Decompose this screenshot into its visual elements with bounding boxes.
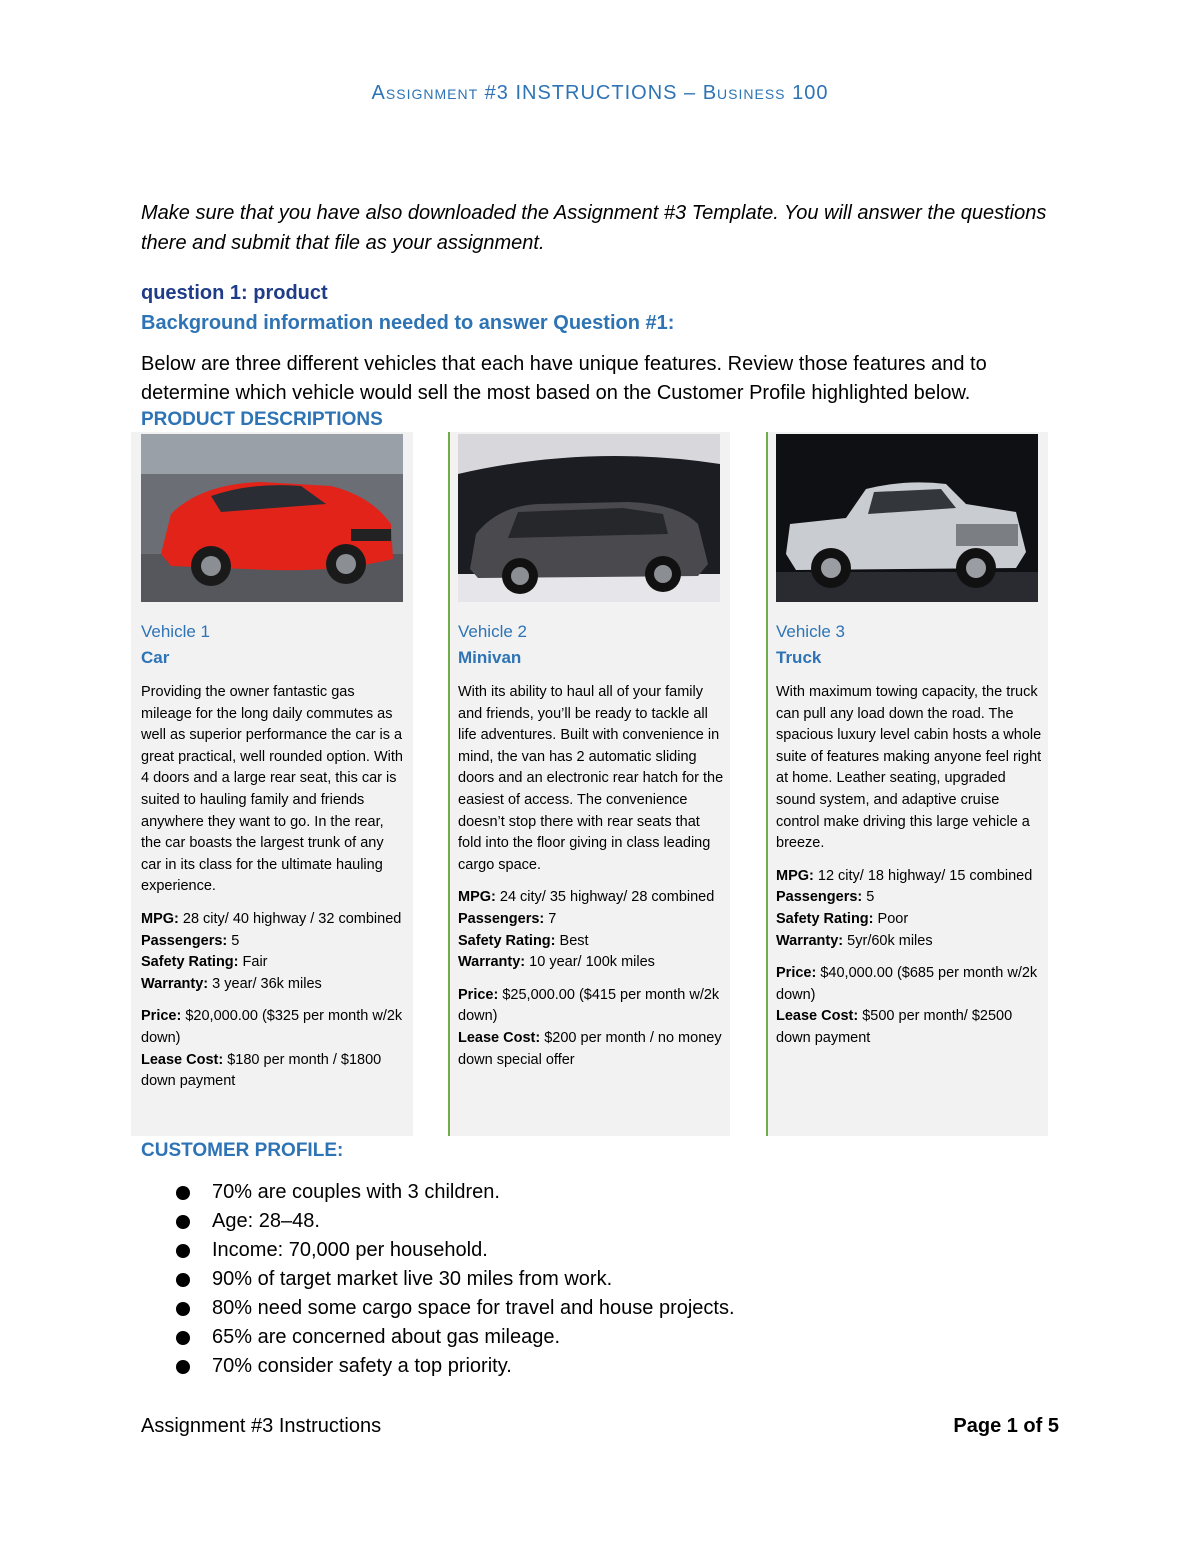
warranty-value: 5yr/60k miles [847, 932, 933, 949]
mpg-label: MPG: [458, 889, 496, 906]
list-item [176, 1323, 976, 1352]
bullet-icon [176, 1302, 190, 1316]
vehicle-photo [141, 434, 403, 602]
list-item-text: 70% consider safety a top priority. [212, 1355, 512, 1377]
list-item-text: 65% are concerned about gas mileage. [212, 1326, 561, 1348]
list-item [176, 1265, 976, 1294]
safety-value: Poor [877, 910, 909, 927]
price-label: Price: [141, 1008, 182, 1025]
safety-label: Safety Rating: [458, 932, 556, 949]
vehicle-type: Minivan [458, 648, 522, 667]
customer-profile-heading: CUSTOMER PROFILE: [141, 1140, 344, 1161]
price-value: $40,000.00 ($685 per month w/2k down) [776, 965, 1038, 1003]
list-item-text: 90% of target market live 30 miles from work. [212, 1268, 613, 1290]
lease-label: Lease Cost: [776, 1008, 859, 1025]
bullet-icon [176, 1215, 190, 1229]
vehicle-details [776, 682, 1042, 1050]
warranty-label: Warranty: [776, 932, 844, 949]
list-item [176, 1236, 976, 1265]
safety-label: Safety Rating: [776, 910, 874, 927]
column-rule [766, 432, 768, 1136]
bullet-icon [176, 1331, 190, 1345]
price-value: $20,000.00 ($325 per month w/2k down) [141, 1008, 403, 1046]
vehicle-description: With maximum towing capacity, the truck can pull any load down the road. The spacious luxury level cabin hosts a whole suite of features making anyone feel right at home. Leather seating, upgraded sound system, and adaptive cruise control make driving this large vehicle a breeze. [776, 684, 1042, 852]
vehicle-details [458, 682, 724, 1071]
mpg-value: 28 city/ 40 highway / 32 combined [182, 910, 402, 927]
list-item-text: 80% need some cargo space for travel and house projects. [212, 1297, 735, 1319]
vehicle-type: Car [141, 648, 170, 667]
lease-label: Lease Cost: [141, 1051, 224, 1068]
question-label: question 1: product [141, 282, 328, 304]
mpg-value: 12 city/ 18 highway/ 15 combined [817, 867, 1033, 884]
price-label: Price: [458, 986, 499, 1003]
background-heading: Background information needed to answer Question #1: [141, 312, 675, 334]
footer-document-title: Assignment #3 Instructions [141, 1415, 382, 1437]
vehicle-type: Truck [776, 648, 822, 667]
passengers-label: Passengers: [141, 932, 228, 949]
vehicle-card [448, 432, 730, 1136]
customer-profile-list [176, 1178, 976, 1381]
footer-page-number: Page 1 of 5 [953, 1415, 1059, 1437]
safety-value: Best [559, 932, 589, 949]
mpg-label: MPG: [141, 910, 179, 927]
passengers-label: Passengers: [776, 889, 863, 906]
passengers-value: 5 [866, 889, 875, 906]
vehicle-description: With its ability to haul all of your family and friends, you’ll be ready to tackle all life adventures. Built with convenience in mind, the van has 2 automatic sliding doors and an electronic rear hatch for the easiest of access. The convenience doesn’t stop there with rear seats that fold into the floor giving in class leading cargo space. [458, 684, 724, 873]
vehicle-card [131, 432, 413, 1136]
price-value: $25,000.00 ($415 per month w/2k down) [458, 986, 720, 1025]
passengers-value: 7 [548, 910, 557, 927]
intro-text: Make sure that you have also downloaded the Assignment #3 Template. You will answer the questions there and submit that file as your assignment. [141, 202, 1047, 254]
product-descriptions-heading: PRODUCT DESCRIPTIONS [141, 409, 383, 430]
list-item [176, 1294, 976, 1323]
bullet-icon [176, 1273, 190, 1287]
warranty-label: Warranty: [458, 954, 526, 971]
lease-value: $180 per month / $1800 down payment [141, 1051, 382, 1090]
passengers-label: Passengers: [458, 910, 545, 927]
vehicle-name: Vehicle 1 [141, 622, 210, 641]
vehicle-description: Providing the owner fantastic gas mileage for the long daily commutes as well as superior performance the car is a great practical, well rounded option. With 4 doors and a large rear seat, this car is suited to hauling family and friends anywhere they want to go. In the rear, the car boasts the largest trunk of any car in its class for the ultimate hauling experience. [141, 684, 403, 895]
background-text: Below are three different vehicles that each have unique features. Review those features and to determine which vehicle would sell the most based on the Customer Profile highlighted below. [141, 353, 987, 404]
passengers-value: 5 [231, 932, 240, 949]
mpg-value: 24 city/ 35 highway/ 28 combined [499, 889, 715, 906]
warranty-value: 10 year/ 100k miles [529, 954, 655, 971]
mpg-label: MPG: [776, 867, 814, 884]
list-item [176, 1352, 976, 1381]
list-item-text: Age: 28–48. [212, 1210, 320, 1232]
lease-value: $200 per month / no money down special offer [458, 1029, 722, 1068]
bullet-icon [176, 1244, 190, 1258]
vehicle-details [141, 682, 407, 1093]
column-rule [448, 432, 450, 1136]
warranty-label: Warranty: [141, 975, 209, 992]
vehicle-photo [458, 434, 720, 602]
vehicle-photo [776, 434, 1038, 602]
page-header-title: Assignment #3 INSTRUCTIONS – Business 100 [371, 82, 829, 104]
bullet-icon [176, 1186, 190, 1200]
lease-value: $500 per month/ $2500 down payment [776, 1008, 1013, 1046]
safety-value: Fair [242, 954, 268, 971]
bullet-icon [176, 1360, 190, 1374]
list-item [176, 1207, 976, 1236]
vehicle-card [766, 432, 1048, 1136]
vehicle-name: Vehicle 3 [776, 622, 845, 641]
price-label: Price: [776, 965, 817, 982]
list-item [176, 1178, 976, 1207]
list-item-text: 70% are couples with 3 children. [212, 1181, 500, 1203]
vehicle-name: Vehicle 2 [458, 622, 527, 641]
warranty-value: 3 year/ 36k miles [212, 975, 322, 992]
list-item-text: Income: 70,000 per household. [212, 1239, 488, 1261]
safety-label: Safety Rating: [141, 954, 239, 971]
lease-label: Lease Cost: [458, 1029, 541, 1046]
